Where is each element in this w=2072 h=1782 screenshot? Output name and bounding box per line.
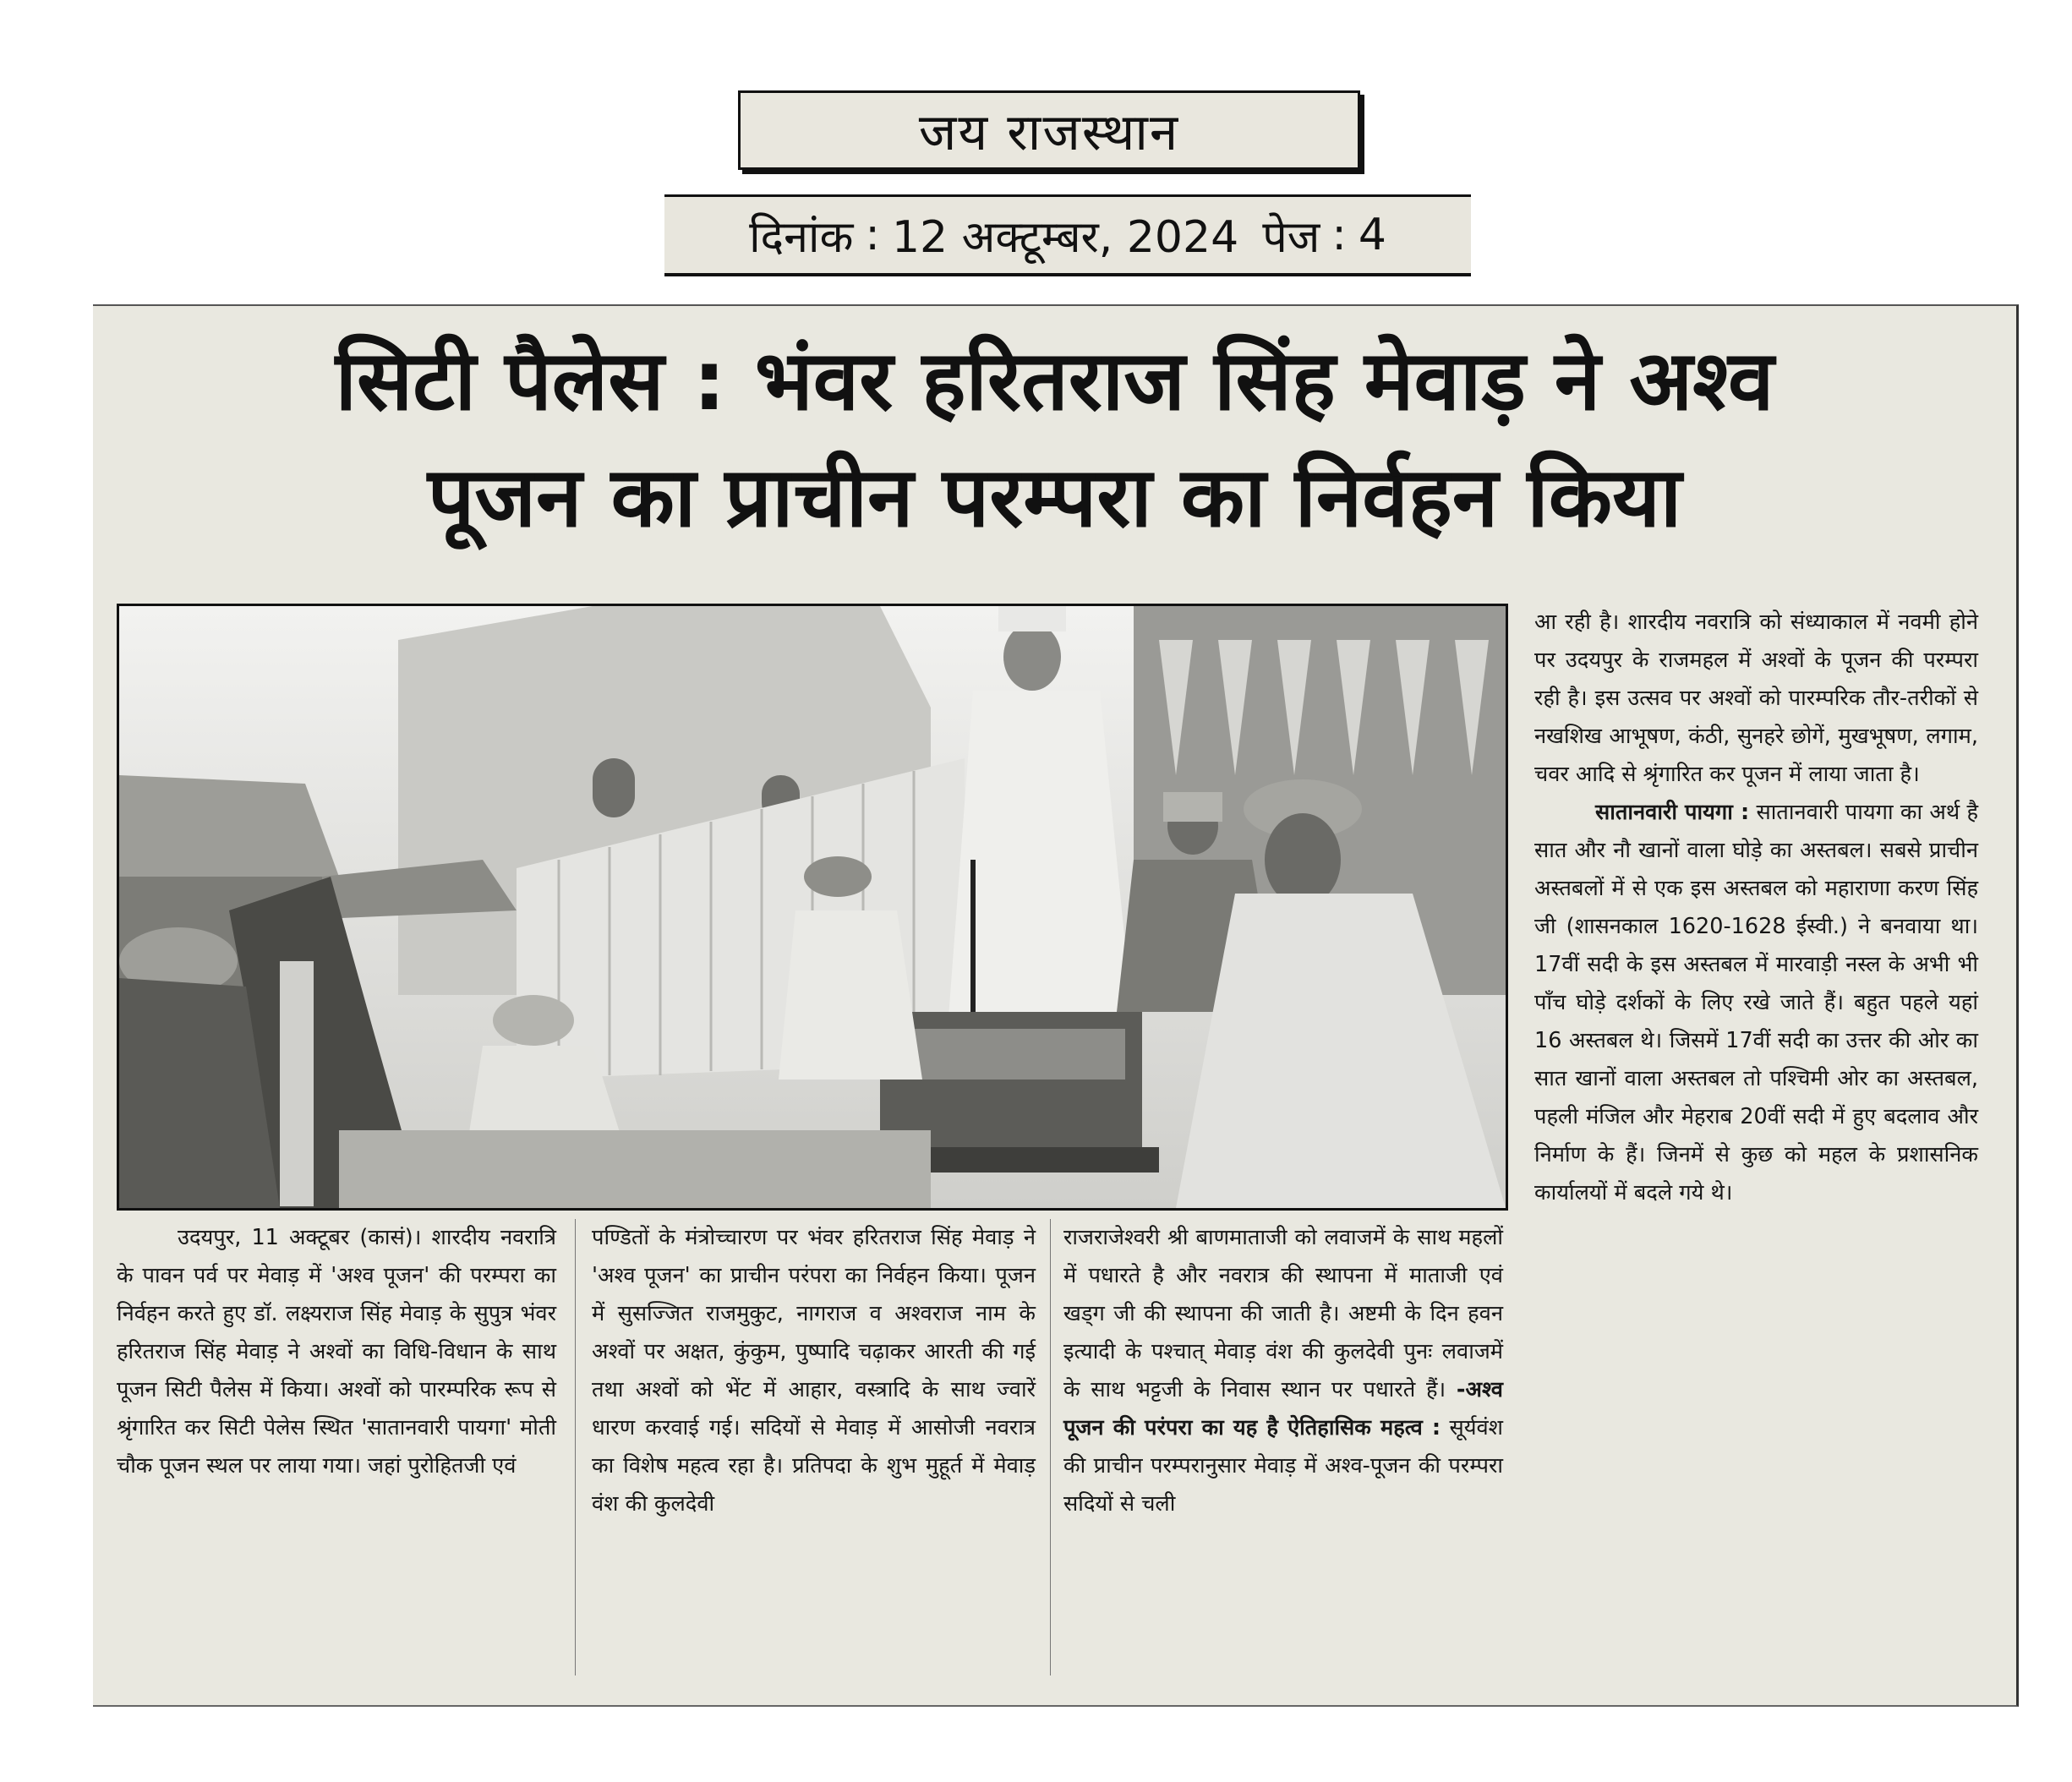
- column-3-subheading: -अश्व पूजन की परंपरा का यह है ऐतिहासिक महत्व :: [1063, 1377, 1503, 1440]
- column-2-text: पण्डितों के मंत्रोच्चारण पर भंवर हरितराज सिंह मेवाड़ ने 'अश्व पूजन' का प्राचीन परंपरा का निर्वहन किया। पूजन में सुसज्जित राजमुकुट, नागराज व अश्वराज नाम के अश्वों पर अक्षत, कुंकुम, पुष्पादि चढ़ाकर आरती की गई तथा अश्वों को भेंट में आहार, वस्त्रादि के साथ ज्वारें धारण करवाई गई। सदियों से मेवाड़ में आसोजी नवरात्र का विशेष महत्व रहा है। प्रतिपदा के शुभ मुहूर्त में मेवाड़ वंश की कुलदेवी: [592, 1225, 1036, 1517]
- column-4-body: सातानवारी पायगा का अर्थ है सात और नौ खानों वाला घोड़े का अस्तबल। सबसे प्राचीन अस्तबलों में से एक इस अस्तबल को महाराणा करण सिंह जी (शासनकाल 1620-1628 ईस्वी.) ने बनवाया था। 17वीं सदी के इस अस्तबल में मारवाड़ी नस्ल के अभी भी पाँच घोड़े दर्शकों के लिए रखे जाते हैं। बहुत पहले यहां 16 अस्तबल थे। जिसमें 17वीं सदी का उत्तर की ओर का सात खानों वाला अस्तबल तो पश्चिमी ओर का अस्तबल, पहली मंजिल और मेहराब 20वीं सदी में हुए बदलाव और निर्माण के हैं। जिनमें से कुछ को महल के प्रशासनिक कार्यालयों में बदले गये थे।: [1534, 800, 1978, 1205]
- column-3-body-continued: सूर्यवंश की प्राचीन परम्परानुसार मेवाड़ में अश्व-पूजन की परम्परा सदियों से चली: [1063, 1415, 1503, 1517]
- column-divider: [1050, 1219, 1051, 1675]
- dateline-bar: दिनांक : 12 अक्टूम्बर, 2024 पेज : 4: [664, 194, 1471, 276]
- headline-line-2: पूजन का प्राचीन परम्परा का निर्वहन किया: [427, 450, 1682, 546]
- column-4-section: [1534, 794, 1978, 1212]
- article-column-1: [117, 1219, 556, 1485]
- news-photo: [117, 604, 1508, 1211]
- date-label: दिनांक: [749, 211, 854, 263]
- article-column-3: [1063, 1219, 1503, 1523]
- column-4-intro: आ रही है। शारदीय नवरात्रि को संध्याकाल में नवमी होने पर उदयपुर के राजमहल में अश्वों के पूजन की परम्परा रही है। इस उत्सव पर अश्वों को पारम्परिक तौर-तरीकों से नखशिख आभूषण, कंठी, सुनहरे छोगें, मुखभूषण, लगाम, चवर आदि से श्रृंगारित कर पूजन में लाया जाता है।: [1534, 609, 1978, 787]
- column-3-text: [1063, 1219, 1503, 1523]
- date-value: 12 अक्टूम्बर, 2024: [891, 211, 1239, 263]
- ceremony-photo-illustration: [119, 606, 1506, 1208]
- headline-line-1: सिटी पैलेस : भंवर हरितराज सिंह मेवाड़ ने अश्व: [335, 333, 1774, 429]
- page-number: 4: [1358, 210, 1386, 260]
- page-label: पेज: [1262, 211, 1320, 263]
- article-column-4: [1534, 604, 1978, 1212]
- article-column-2: [592, 1219, 1036, 1523]
- column-1-text: उदयपुर, 11 अक्टूबर (कासं)। शारदीय नवरात्रि के पावन पर्व पर मेवाड़ में 'अश्व पूजन' की परम्परा का निर्वहन करते हुए डॉ. लक्ष्यराज सिंह मेवाड़ के सुपुत्र भंवर हरितराज सिंह मेवाड़ ने अश्वों का विधि-विधान के साथ पूजन सिटी पैलेस में किया। अश्वों को पारम्परिक रूप से श्रृंगारित कर सिटी पेलेस स्थित 'सातानवारी पायगा' मोती चौक पूजन स्थल पर लाया गया। जहां पुरोहितजी एवं: [117, 1225, 556, 1479]
- article-headline: [93, 323, 2016, 556]
- paper-name: जय राजस्थान: [918, 103, 1180, 162]
- column-divider: [575, 1219, 576, 1675]
- news-clipping: [93, 304, 2019, 1707]
- column-4-subheading: सातानवारी पायगा :: [1595, 800, 1750, 825]
- column-3-body: राजराजेश्वरी श्री बाणमाताजी को लवाजमें के साथ महलों में पधारते है और नवरात्र की स्थापना में माताजी एवं खड्ग जी की स्थापना की जाती है। अष्टमी के दिन हवन इत्यादी के पश्चात् मेवाड़ वंश की कुलदेवी पुनः लवाजमें के साथ भट्टजी के निवास स्थान पर पधारते हैं।: [1063, 1225, 1503, 1402]
- newspaper-masthead: [738, 90, 1360, 170]
